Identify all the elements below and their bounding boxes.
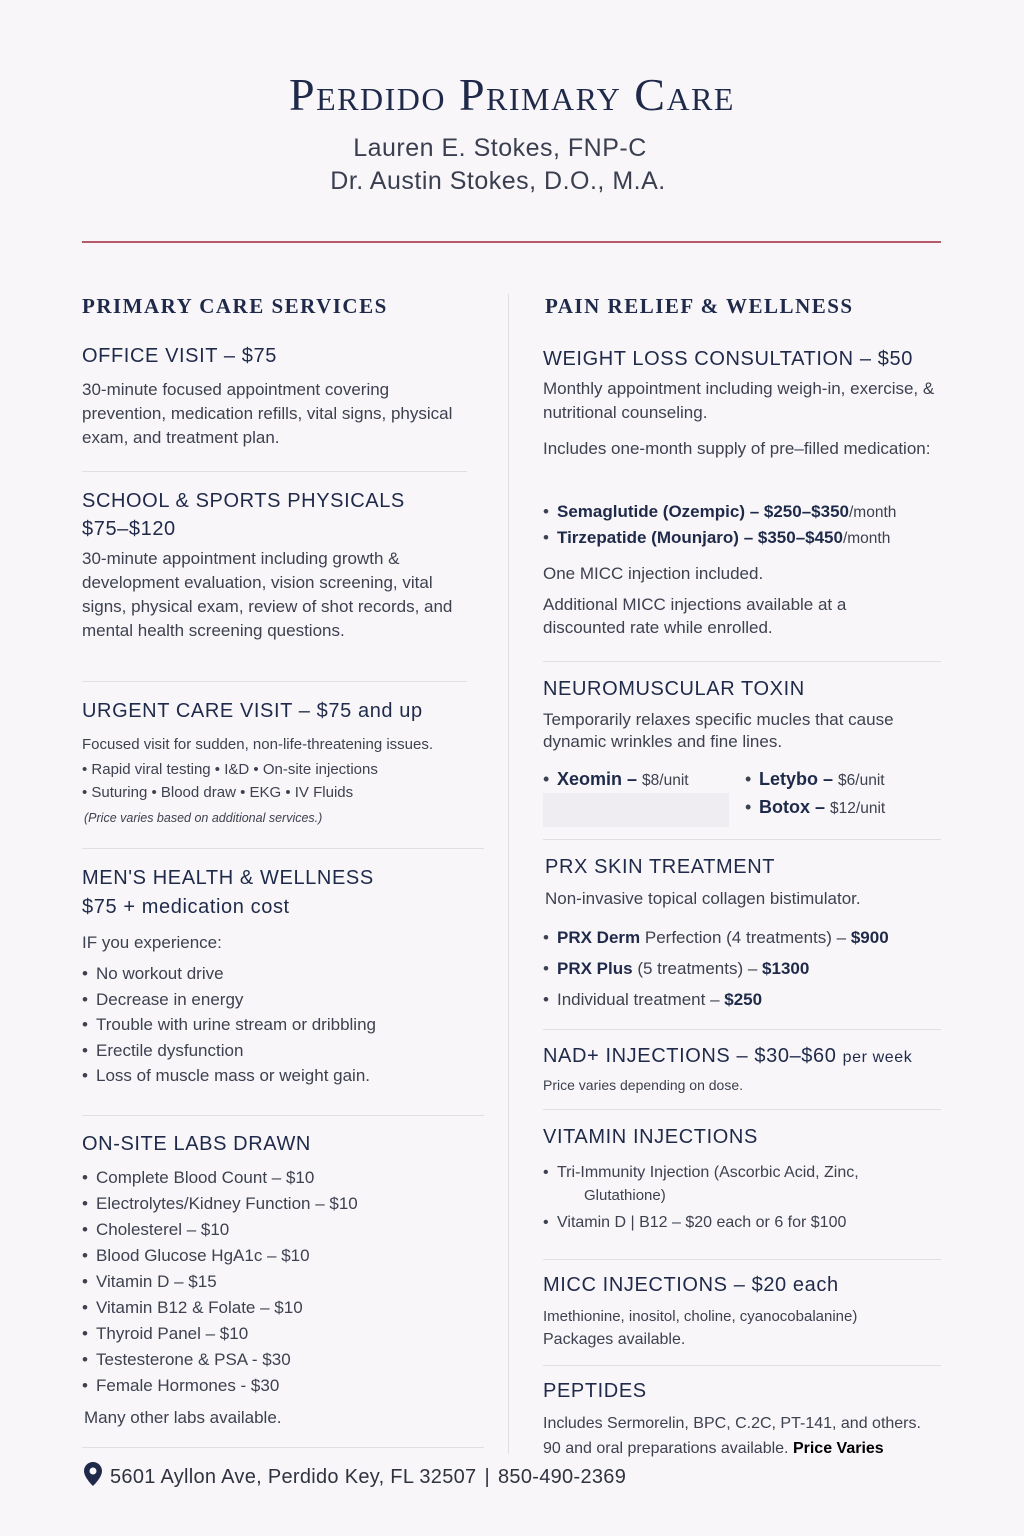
prx-derm-label: PRX Derm — [557, 928, 641, 947]
list-item — [543, 953, 889, 984]
micc-packages: Packages available. — [543, 1331, 686, 1348]
list-item — [745, 794, 885, 822]
redacted-box — [543, 793, 729, 827]
list-item: • No workout drive — [82, 961, 376, 987]
mens-health-symptoms — [82, 961, 376, 1089]
micc-included: One MICC injection included. — [543, 564, 764, 583]
nad-unit: per week — [842, 1049, 913, 1066]
list-item: • Tri-Immunity Injection (Ascorbic Acid, Zinc, — [543, 1162, 859, 1184]
list-item: • Vitamin B12 & Folate – $10 — [82, 1295, 358, 1321]
vitamin-list-2 — [543, 1212, 846, 1234]
toxin-desc: Temporarily relaxes specific mucles that cause dynamic wrinkles and fine lines. — [543, 710, 894, 751]
address[interactable]: 5601 Ayllon Ave, Perdido Key, FL 32507 — [110, 1466, 477, 1488]
peptides-desc: Includes Sermorelin, BPC, C.2C, PT-141, and others. — [543, 1415, 921, 1432]
divider — [82, 848, 484, 849]
header-rule — [82, 241, 941, 243]
prx-plus-desc: (5 treatments) – — [632, 959, 763, 978]
divider — [543, 1029, 941, 1030]
toxin-title: NEUROMUSCULAR TOXIN — [543, 678, 805, 700]
nad-title-text: NAD+ INJECTIONS – $30–$60 — [543, 1045, 837, 1067]
clinic-title: Perdido Primary Care — [289, 69, 735, 120]
list-item — [543, 922, 889, 953]
semaglutide-unit: /month — [848, 504, 897, 521]
micc-additional: Additional MICC injections available at a discounted rate while enrolled. — [543, 595, 847, 637]
column-divider — [508, 294, 509, 1454]
semaglutide-price: Semaglutide (Ozempic) – $250–$350 — [557, 502, 849, 521]
phone-number[interactable]: 850-490-2369 — [497, 1466, 627, 1488]
tirzepatide-price: Tirzepatide (Mounjaro) – $350–$450 — [557, 528, 843, 547]
letybo-label: Letybo – — [759, 769, 834, 789]
botox-label: Botox – — [759, 797, 826, 817]
prx-title: PRX SKIN TREATMENT — [545, 856, 776, 878]
list-item — [543, 499, 896, 525]
botox-price: $12/unit — [830, 800, 886, 817]
peptides-title: PEPTIDES — [543, 1380, 647, 1402]
divider — [543, 1109, 941, 1110]
list-item: • Blood Glucose HgA1c – $10 — [82, 1243, 358, 1269]
school-physicals-price: $75–$120 — [82, 518, 176, 540]
footer-contact — [84, 1462, 626, 1492]
prx-plus-label: PRX Plus — [557, 959, 633, 978]
provider-1: Lauren E. Stokes, FNP-C — [353, 134, 647, 162]
primary-care-heading: PRIMARY CARE SERVICES — [82, 294, 388, 318]
school-physicals-desc: 30-minute appointment including growth & development evaluation, vision screening, vital signs, physical exam, review of shot records, and mental health screening questions. — [82, 549, 453, 640]
divider — [82, 1115, 484, 1116]
labs-note: Many other labs available. — [84, 1408, 282, 1427]
weight-loss-desc: Monthly appointment including weigh-in, exercise, & nutritional counseling. — [543, 379, 935, 422]
prx-individual-desc: Individual treatment – — [557, 990, 725, 1009]
list-item: • Electrolytes/Kidney Function – $10 — [82, 1191, 358, 1217]
list-item: • Female Hormones - $30 — [82, 1373, 358, 1399]
xeomin-label: Xeomin – — [557, 769, 638, 789]
prx-list — [543, 922, 889, 1015]
micc-title: MICC INJECTIONS – $20 each — [543, 1274, 839, 1296]
urgent-care-services-1: • Rapid viral testing • I&D • On-site injections — [82, 761, 378, 778]
toxin-list-left — [543, 766, 689, 794]
nad-desc: Price varies depending on dose. — [543, 1077, 744, 1093]
list-item — [543, 525, 896, 551]
prx-derm-desc: Perfection (4 treatments) – — [640, 928, 851, 947]
urgent-care-services-2: • Suturing • Blood draw • EKG • IV Fluids — [82, 784, 354, 801]
peptides-desc-2 — [543, 1437, 884, 1460]
list-item: • Testesterone & PSA - $30 — [82, 1347, 358, 1373]
mens-health-title: MEN'S HEALTH & WELLNESS — [82, 867, 374, 889]
list-item: • Loss of muscle mass or weight gain. — [82, 1063, 376, 1089]
prx-individual-price: $250 — [724, 990, 763, 1009]
divider — [543, 1259, 941, 1260]
divider — [543, 661, 941, 662]
list-item — [543, 766, 689, 794]
divider — [82, 681, 467, 682]
provider-2: Dr. Austin Stokes, D.O., M.A. — [330, 167, 666, 195]
weight-loss-desc-2: Includes one-month supply of pre–filled medication: — [543, 439, 931, 458]
tirzepatide-unit: /month — [842, 530, 891, 547]
prx-derm-price: $900 — [850, 928, 889, 947]
vitamin-title: VITAMIN INJECTIONS — [543, 1126, 758, 1148]
weight-loss-meds — [543, 499, 896, 551]
prx-desc: Non-invasive topical collagen bistimulator. — [545, 889, 861, 908]
micc-desc: Imethionine, inositol, choline, cyanocobalanine) — [543, 1308, 858, 1325]
urgent-care-note: (Price varies based on additional services.) — [84, 811, 323, 825]
divider — [543, 839, 941, 840]
pain-relief-heading: PAIN RELIEF & WELLNESS — [545, 294, 854, 318]
mens-health-intro: IF you experience: — [82, 933, 222, 952]
letybo-price: $6/unit — [838, 772, 885, 789]
footer-divider: | — [484, 1466, 490, 1488]
urgent-care-desc: Focused visit for sudden, non-life-threatening issues. — [82, 736, 434, 753]
location-pin-icon — [84, 1462, 102, 1492]
list-item: • Vitamin D – $15 — [82, 1269, 358, 1295]
weight-loss-title: WEIGHT LOSS CONSULTATION – $50 — [543, 348, 913, 370]
school-physicals-title: SCHOOL & SPORTS PHYSICALS — [82, 490, 405, 512]
prx-plus-price: $1300 — [762, 959, 810, 978]
labs-list — [82, 1165, 358, 1399]
xeomin-price: $8/unit — [642, 772, 689, 789]
mens-health-price: $75 + medication cost — [82, 896, 290, 918]
vitamin-list — [543, 1162, 859, 1184]
list-item: • Erectile dysfunction — [82, 1038, 376, 1064]
toxin-list-right — [745, 766, 885, 822]
peptides-price: Price Varies — [792, 1440, 884, 1457]
divider — [82, 1447, 484, 1448]
list-item: • Complete Blood Count – $10 — [82, 1165, 358, 1191]
urgent-care-title: URGENT CARE VISIT – $75 and up — [82, 700, 423, 722]
labs-title: ON-SITE LABS DRAWN — [82, 1133, 311, 1155]
list-item: • Cholesterel – $10 — [82, 1217, 358, 1243]
peptides-oral: 90 and oral preparations available. — [543, 1440, 789, 1457]
list-item — [745, 766, 885, 794]
list-item: • Thyroid Panel – $10 — [82, 1321, 358, 1347]
list-item: • Vitamin D | B12 – $20 each or 6 for $100 — [543, 1212, 846, 1234]
nad-title — [543, 1045, 912, 1068]
list-item: • Decrease in energy — [82, 987, 376, 1013]
office-visit-desc: 30-minute focused appointment covering prevention, medication refills, vital signs, physical exam, and treatment plan. — [82, 380, 453, 447]
list-item — [543, 984, 889, 1015]
office-visit-title: OFFICE VISIT – $75 — [82, 345, 277, 367]
divider — [82, 471, 467, 472]
list-item: • Trouble with urine stream or dribbling — [82, 1012, 376, 1038]
vitamin-item-cont: Glutathione) — [584, 1187, 666, 1204]
divider — [543, 1365, 941, 1366]
